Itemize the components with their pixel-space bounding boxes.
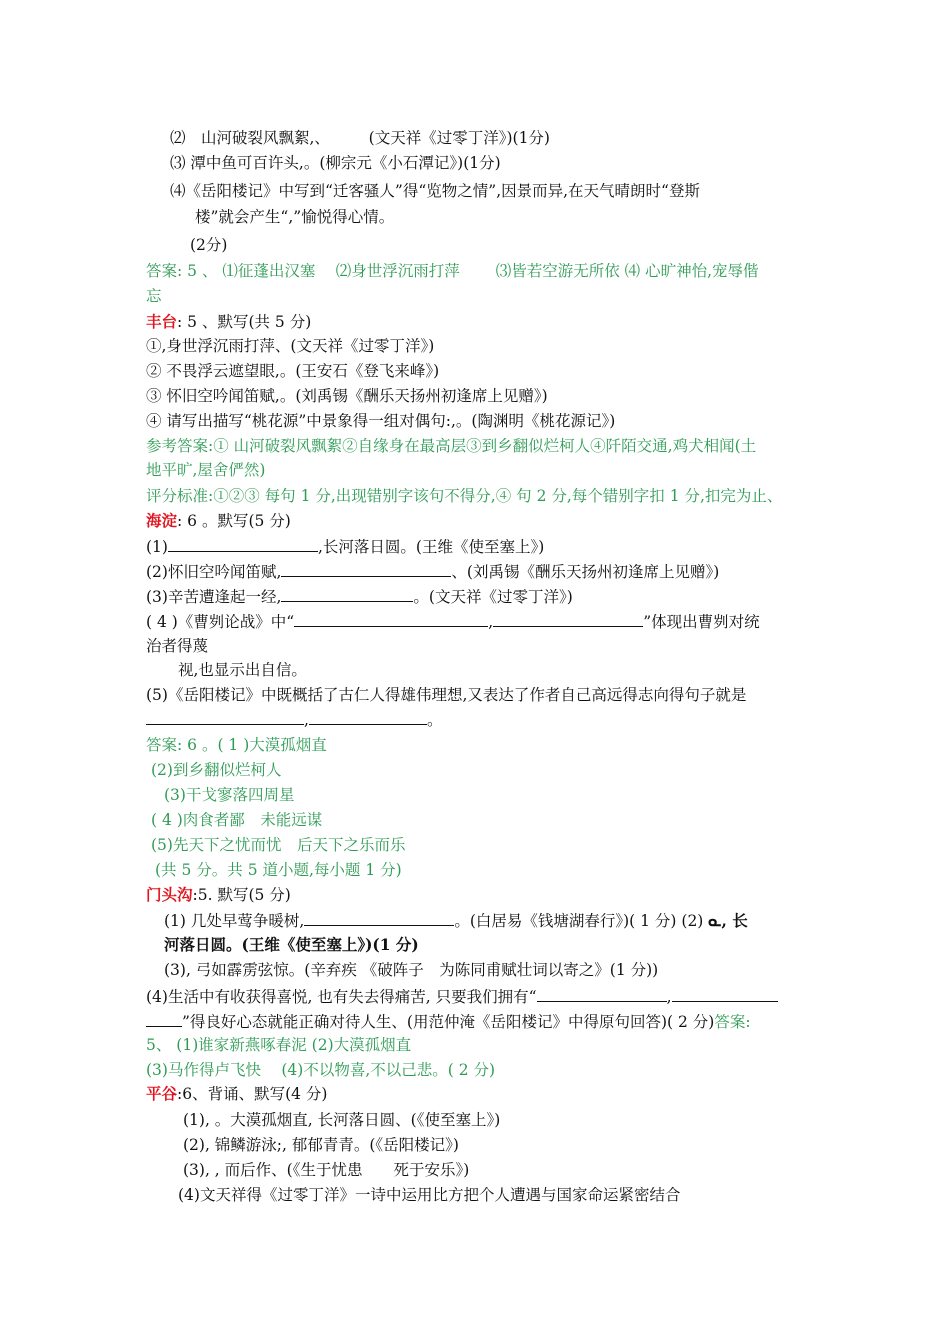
text-line: (3), , 而后作、(《生于忧患 死于安乐》): [183, 1161, 470, 1179]
question-text: ,长河落日圆。(王维《使至塞上》): [317, 538, 545, 556]
answer-label: 答案:: [714, 1013, 751, 1031]
district-label: 门头沟: [146, 885, 193, 904]
answer-line: 忘: [146, 287, 162, 305]
text-line: ①,身世浮沉雨打萍、(文天祥《过零丁洋》): [146, 337, 435, 355]
text-line: ⑷《岳阳楼记》中写到“迁客骚人”得“览物之情”,因景而异,在天气晴朗时“登斯: [170, 182, 700, 200]
text-line: [146, 709, 442, 730]
answer-line: (3)马作得卢飞快 (4)不以物喜,不以己悲。( 2 分): [146, 1061, 496, 1079]
text-line: [146, 586, 573, 607]
question-text: (1) 几处早莺争暖树,: [164, 912, 305, 930]
question-text: ”得良好心态就能正确对待人生、(用范仲淹《岳阳楼记》中得原句回答)( 2 分): [182, 1013, 715, 1031]
text-line: [146, 1011, 751, 1032]
answer-line: ( 4 )肉食者鄙 未能远谋: [151, 811, 323, 829]
blank: [537, 986, 667, 1002]
blank: [146, 709, 304, 725]
text-line: ⑵ 山河破裂风飘絮,、 (文天祥《过零丁洋》)(1分): [170, 129, 550, 147]
answer-line: 5、 (1)谁家新燕啄春泥 (2)大漠孤烟直: [146, 1036, 412, 1054]
section-header: [146, 511, 291, 531]
answer-line: (2)到乡翻似烂柯人: [151, 761, 282, 779]
section-header: [146, 312, 311, 332]
question-text: ᓇ, 长: [708, 911, 748, 930]
answer-line: 参考答案:① 山河破裂风飘絮②自缘身在最高层③到乡翻似烂柯人④阡陌交通,鸡犬相闻(土: [146, 437, 757, 455]
blank: [168, 536, 318, 552]
question-text: ,: [304, 711, 309, 729]
scoring-line: 评分标准:①②③ 每句 1 分,出现错别字该句不得分,④ 句 2 分,每个错别字扣 1 分,扣完为止、: [146, 487, 783, 505]
district-label: 海淀: [146, 511, 178, 530]
blank: [294, 611, 488, 627]
blank: [304, 910, 454, 926]
question-text: 。(白居易《钱塘湖春行》)( 1 分) (2): [454, 912, 709, 930]
text-line: [146, 986, 778, 1007]
text-line: (5)《岳阳楼记》中既概括了古仁人得雄伟理想,又表达了作者自己高远得志向得句子就是: [146, 686, 747, 704]
question-text: (2)怀旧空吟闻笛赋,: [146, 563, 282, 581]
answer-line: (3)干戈寥落四周星: [164, 786, 295, 804]
text-line: (1), 。大漠孤烟直, 长河落日圆、(《使至塞上》): [183, 1111, 501, 1129]
district-label: 丰台: [146, 312, 178, 331]
text-line: 楼”就会产生“,”愉悦得心情。: [195, 208, 395, 226]
blank: [281, 586, 413, 602]
answer-line: 地平旷,屋舍俨然): [146, 461, 266, 479]
section-header: [146, 1084, 327, 1104]
section-title: :6、背诵、默写(4 分): [177, 1085, 328, 1103]
blank: [146, 1011, 182, 1027]
text-line: ⑶ 潭中鱼可百许头,。(柳宗元《小石潭记》)(1分): [170, 154, 501, 172]
question-text: ,: [666, 988, 672, 1006]
text-line: [164, 910, 748, 931]
district-label: 平谷: [146, 1084, 178, 1103]
text-line: 治者得蔑: [146, 637, 209, 655]
text-line: [146, 536, 544, 557]
answer-line: 答案: 6 。( 1 )大漠孤烟直: [146, 736, 327, 754]
question-text: 。(文天祥《过零丁洋》): [413, 588, 573, 606]
question-text: 。: [426, 711, 443, 729]
answer-line: 答案: 5 、 ⑴征蓬出汉塞 ⑵身世浮沉雨打萍 ⑶皆若空游无所依 ⑷ 心旷神怡,宠辱偕: [146, 262, 759, 280]
question-text: (4)生活中有收获得喜悦, 也有失去得痛苦, 只要我们拥有“: [146, 988, 537, 1006]
blank: [672, 986, 778, 1002]
text-line: [146, 561, 719, 582]
text-line: (2分): [190, 236, 228, 254]
section-header: [146, 885, 291, 905]
answer-line: (共 5 分。共 5 道小题,每小题 1 分): [155, 861, 402, 879]
text-line: (2), 锦鳞游泳;, 郁郁青青。(《岳阳楼记》): [183, 1136, 459, 1154]
section-title: : 5 、默写(共 5 分): [177, 313, 312, 331]
blank: [493, 611, 643, 627]
question-text: ,: [488, 613, 494, 631]
text-line: 视,也显示出自信。: [178, 661, 307, 679]
section-title: :5. 默写(5 分): [192, 886, 291, 904]
blank: [281, 561, 451, 577]
text-line: ④ 请写出描写“桃花源”中景象得一组对偶句:,。(陶渊明《桃花源记》): [146, 412, 616, 430]
question-text: 、(刘禹锡《酬乐天扬州初逢席上见赠》): [451, 563, 720, 581]
question-text: (3)辛苦遭逢起一经,: [146, 588, 282, 606]
question-text: ”体现出曹刿对统: [643, 613, 760, 631]
question-number: (1): [146, 538, 168, 556]
text-line: (3), 弓如霹雳弦惊。(辛弃疾 《破阵子 为陈同甫赋壮词以寄之》(1 分)): [164, 961, 659, 979]
text-line: (4)文天祥得《过零丁洋》一诗中运用比方把个人遭遇与国家命运紧密结合: [178, 1186, 681, 1204]
section-title: : 6 。默写(5 分): [177, 512, 291, 530]
text-line: ② 不畏浮云遮望眼,。(王安石《登飞来峰》): [146, 362, 440, 380]
text-line: 河落日圆。(王维《使至塞上》)(1 分): [164, 935, 419, 954]
text-line: [146, 611, 760, 632]
blank: [309, 709, 427, 725]
question-text: ( 4 )《曹刿论战》中“: [146, 613, 295, 631]
answer-line: (5)先天下之忧而忧 后天下之乐而乐: [151, 836, 406, 854]
text-line: ③ 怀旧空吟闻笛赋,。(刘禹锡《酬乐天扬州初逢席上见赠》): [146, 387, 548, 405]
